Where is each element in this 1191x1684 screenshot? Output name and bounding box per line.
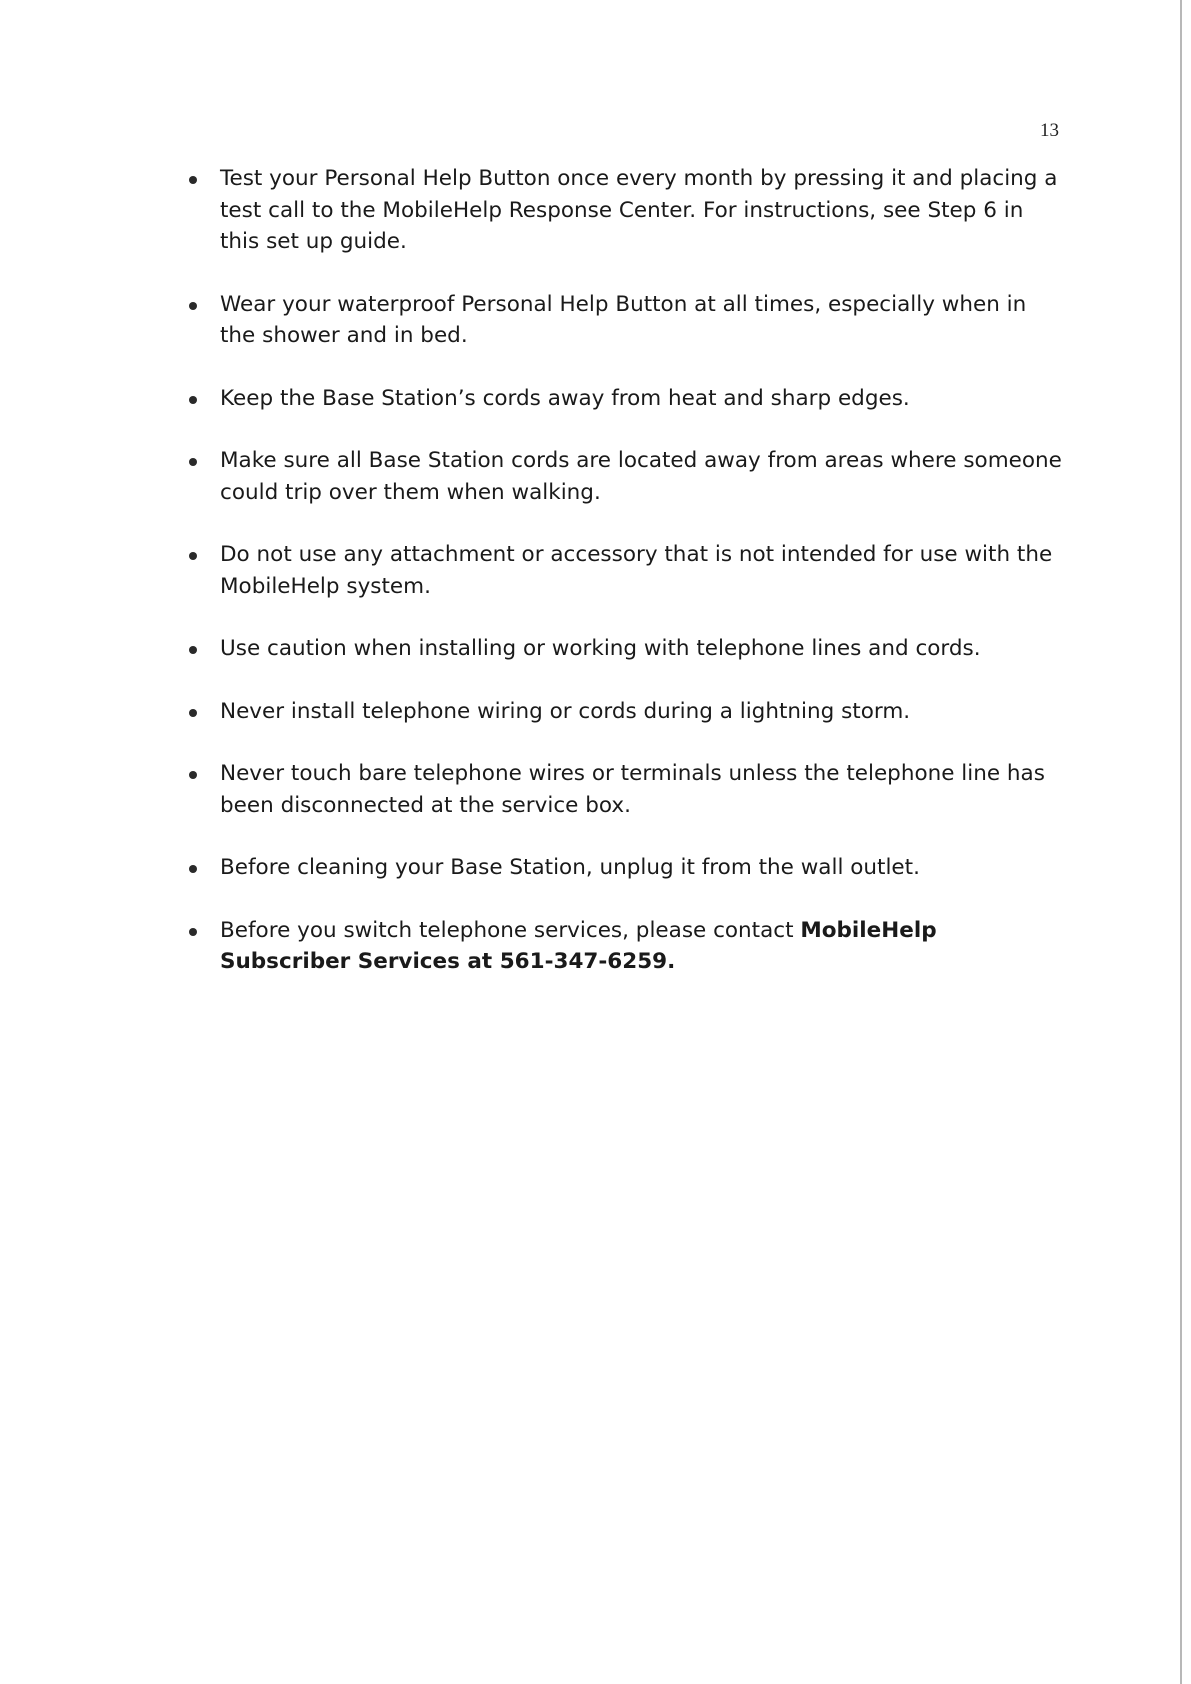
list-item [178, 289, 1068, 352]
list-item-text: Wear your waterproof Personal Help Button at all times, especially when in the shower and in bed. [220, 291, 1027, 348]
bullet-icon [189, 302, 197, 310]
list-item-text: Keep the Base Station’s cords away from heat and sharp edges. [220, 385, 910, 411]
list-item [178, 163, 1068, 258]
list-item [178, 915, 1068, 978]
list-item [178, 696, 1068, 728]
list-item [178, 539, 1068, 602]
list-item [178, 852, 1068, 884]
bullet-icon [189, 709, 197, 717]
list-item-text: Never install telephone wiring or cords during a lightning storm. [220, 698, 911, 724]
list-item [178, 383, 1068, 415]
bullet-icon [189, 176, 197, 184]
list-item [178, 445, 1068, 508]
list-item-text: Never touch bare telephone wires or terminals unless the telephone line has been disconnected at the service box. [220, 761, 1045, 818]
list-item-text: Use caution when installing or working with telephone lines and cords. [220, 636, 981, 661]
list-item-text: Make sure all Base Station cords are located away from areas where someone could trip over them when walking. [220, 448, 1062, 505]
page-number: 13 [1040, 120, 1059, 141]
list-item [178, 633, 1068, 665]
list-item [178, 758, 1068, 821]
bullet-icon [189, 396, 197, 404]
bullet-icon [189, 928, 197, 936]
bullet-icon [189, 771, 197, 779]
bullet-icon [189, 458, 197, 466]
list-item-text: Before cleaning your Base Station, unplug it from the wall outlet. [220, 855, 920, 880]
subscriber-services-contact: MobileHelp Subscriber Services at 561-347-6259. [220, 917, 937, 974]
list-item-text: Do not use any attachment or accessory that is not intended for use with the MobileHelp system. [220, 542, 1053, 599]
page-edge-line [1180, 0, 1182, 1684]
bullet-icon [189, 865, 197, 873]
list-item-text: Before you switch telephone services, please contact [220, 917, 801, 943]
safety-bullet-list [178, 163, 1068, 1009]
bullet-icon [189, 646, 197, 654]
list-item-text: Test your Personal Help Button once every month by pressing it and placing a test call to the MobileHelp Response Center. For instructions, see Step 6 in this set up guide. [220, 166, 1058, 254]
bullet-icon [189, 552, 197, 560]
